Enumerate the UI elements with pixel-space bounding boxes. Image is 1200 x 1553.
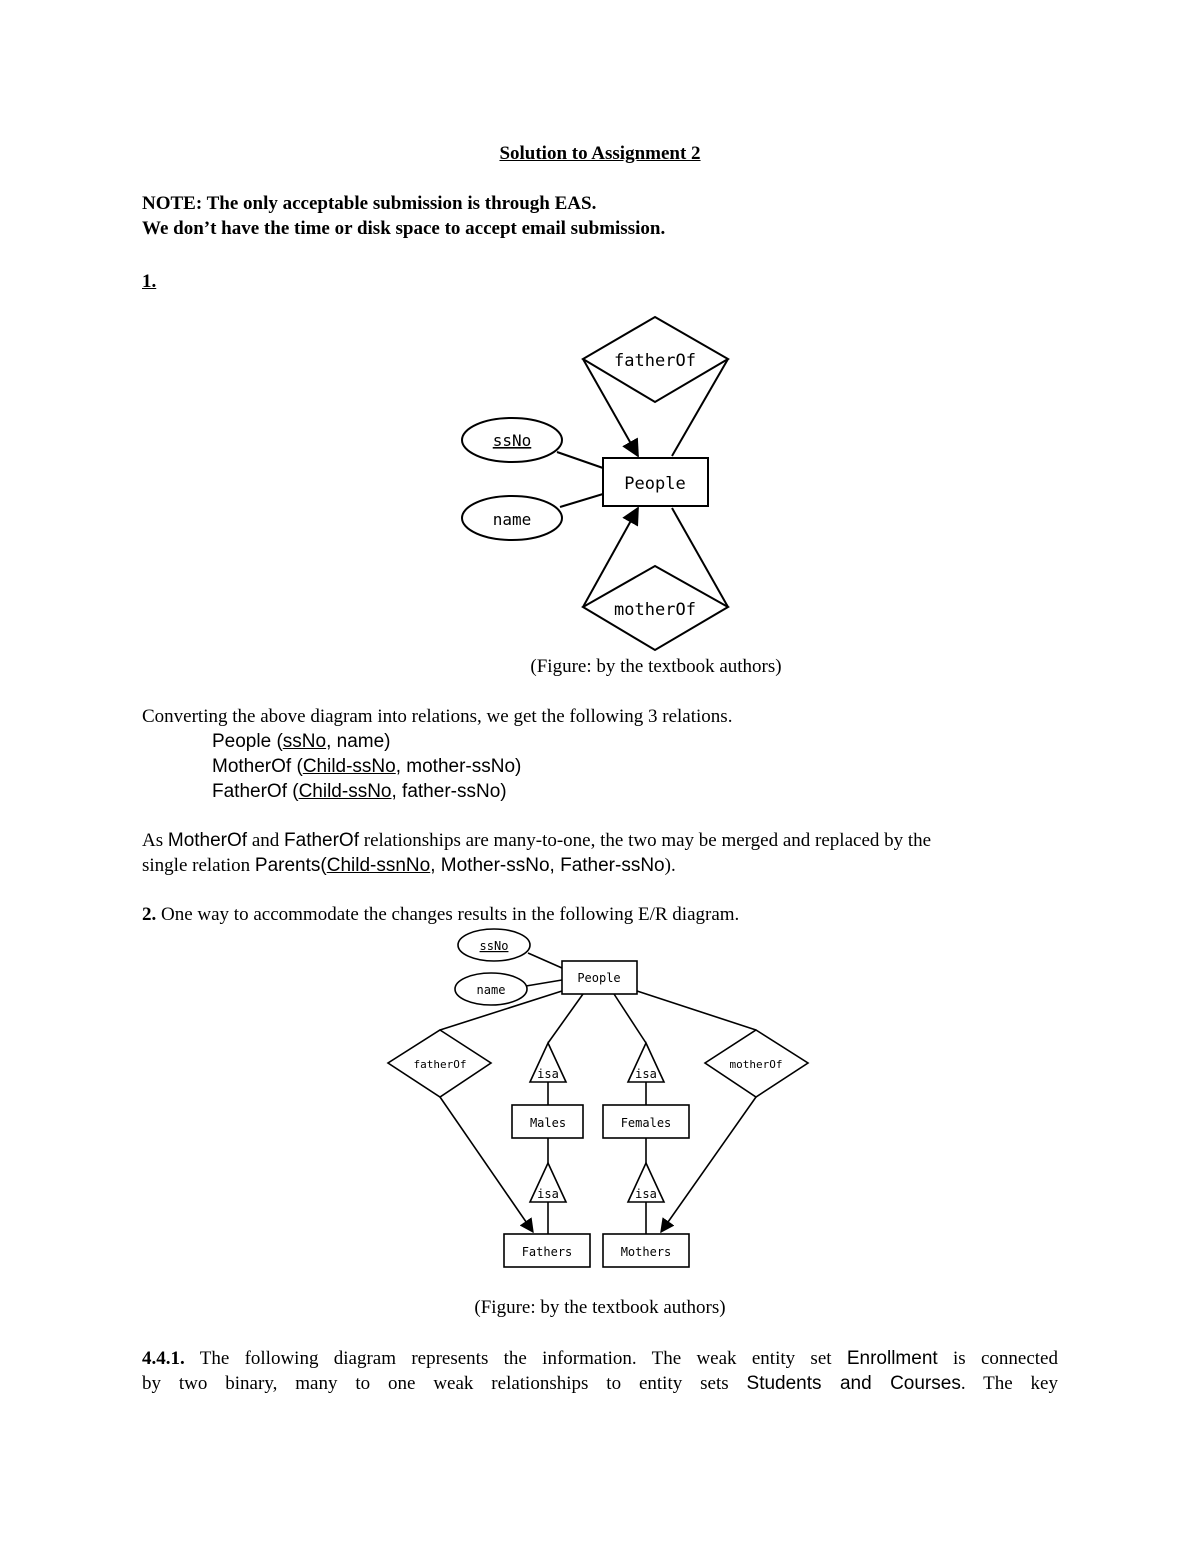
name-label: name (492, 510, 532, 529)
page-title: Solution to Assignment 2 (499, 143, 701, 164)
relation-motherof: MotherOf (Child-ssNo, mother-ssNo) (212, 756, 522, 777)
motherof-label: motherOf (614, 600, 696, 620)
question-441-line-2: by two binary, many to one weak relationships to entity sets Students and Courses. The key (142, 1373, 1058, 1394)
relation-people: People (ssNo, name) (212, 731, 391, 752)
note-line-1: NOTE: The only acceptable submission is through EAS. (142, 193, 597, 214)
fatherof-label-2: fatherOf (413, 1058, 467, 1071)
people-label: People (624, 474, 686, 494)
question-1-label: 1. (142, 271, 157, 292)
isa-label-males: isa (537, 1067, 559, 1081)
relations-intro: Converting the above diagram into relations, we get the following 3 relations. (142, 706, 733, 727)
males-label: Males (529, 1116, 567, 1130)
isa-label-fathers: isa (537, 1187, 559, 1201)
ssno-label: ssNo (492, 431, 532, 450)
note-line-2: We don’t have the time or disk space to accept email submission. (142, 218, 666, 239)
figure-caption-2: (Figure: by the textbook authors) (474, 1297, 726, 1318)
name-label-2: name (476, 983, 506, 997)
ssno-label-2: ssNo (479, 939, 509, 953)
question-441-line-1: 4.4.1. The following diagram represents the information. The weak entity set Enrollment is connected (142, 1348, 1058, 1369)
figure-caption-1: (Figure: by the textbook authors) (530, 656, 782, 677)
fathers-label: Fathers (521, 1245, 573, 1259)
isa-label-mothers: isa (635, 1187, 657, 1201)
merge-line-2: single relation Parents(Child-ssnNo, Mother-ssNo, Father-ssNo). (142, 855, 676, 876)
females-label: Females (620, 1116, 672, 1130)
people-label-2: People (577, 971, 621, 985)
isa-label-females: isa (635, 1067, 657, 1081)
relation-fatherof: FatherOf (Child-ssNo, father-ssNo) (212, 781, 507, 802)
question-2-text: 2. One way to accommodate the changes results in the following E/R diagram. (142, 904, 740, 925)
mothers-label: Mothers (620, 1245, 672, 1259)
merge-line-1: As MotherOf and FatherOf relationships are many-to-one, the two may be merged and replaced by the (142, 830, 932, 851)
motherof-label-2: motherOf (729, 1058, 783, 1071)
fatherof-label: fatherOf (614, 351, 696, 371)
